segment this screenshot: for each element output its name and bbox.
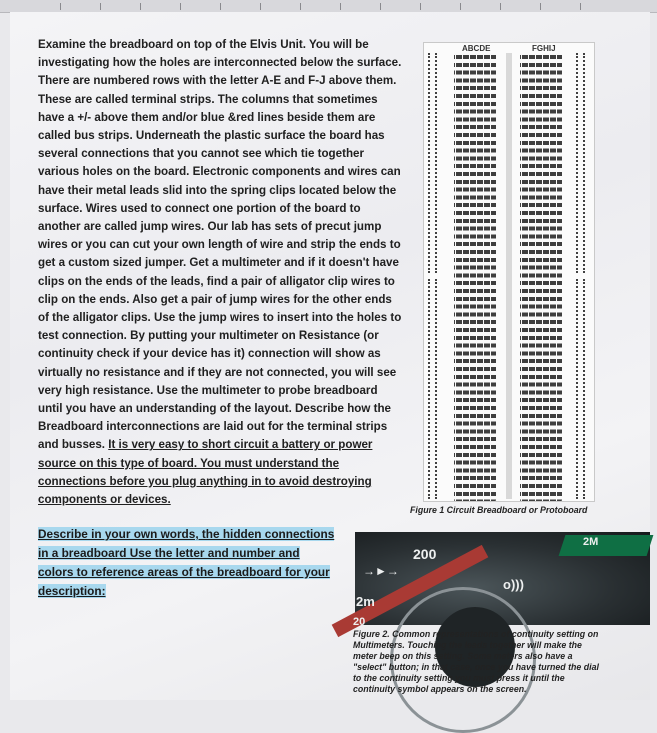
right-terminal-strip — [520, 53, 562, 501]
left-column-header: ABCDE — [462, 44, 491, 53]
breadboard-figure — [423, 42, 595, 502]
figure2-caption: Figure 2. Common representations of continuity setting on Multimeters. Touching the leads together will make the meter beep on this setting. Some meters also have a "select" button; in that case, once you have turned the dial to the continuity setting you must press it until the continuity symbol appears on the screen. — [353, 629, 599, 694]
right-bus-strip — [576, 53, 585, 273]
range-2m-label: 2m — [356, 594, 375, 609]
figure1-caption: Figure 1 Circuit Breadboard or Protoboard — [410, 505, 588, 515]
continuity-symbol-icon: o))) — [503, 577, 524, 592]
instructions-paragraph — [38, 36, 403, 509]
diode-symbol-icon: →►→ — [363, 564, 399, 578]
center-channel — [506, 53, 512, 499]
multimeter-photo — [353, 532, 650, 628]
range-2M-label: 2M — [583, 536, 599, 548]
right-bus-strip-lower — [576, 279, 585, 499]
right-column-header: FGHIJ — [532, 44, 556, 53]
left-terminal-strip — [454, 53, 496, 501]
document-page — [10, 12, 650, 700]
range-200-label: 200 — [413, 546, 437, 562]
description-prompt[interactable] — [38, 525, 338, 601]
warning-text: It is very easy to short circuit a battery or power source on this type of board. You must understand the connections before you plug anything in to avoid destroying components or devices. — [38, 438, 373, 507]
instructions-text: Examine the breadboard on top of the Elvis Unit. You will be investigating how the holes are interconnected below the surface. There are numbered rows with the letter A-E and F-J above them. These are called terminal strips. The columns that sometimes have a +/- above them and/or blue &red lines beside them are called bus strips. Underneath the plastic surface the board has several connections that you cannot see which tie together various holes on the board. Electronic components and wires can have their metal leads slid into the spring clips located below the surface. Wires used to connect one portion of the board to another are called jump wires. Our lab has sets of precut jump wires or you can cut your own length of wire and strip the ends to get a custom sized jumper. Get a multimeter and if it doesn't have clips on the ends of the leads, find a pair of alligator clip wires to clip on the ends. Also get a pair of jump wires for the other ends of the alligator clips. Use the jump wires to insert into the holes to test connection. By putting your multimeter on Resistance (or continuity check if your device has it) connection will show as virtually no resistance and if they are not connected, you will see very high resistance. Use the multimeter to probe breadboard until you have an understanding of the layout. Describe how the Breadboard interconnections are laid out for the terminal strips and busses. — [38, 38, 402, 452]
range-20-label: 20 — [353, 616, 366, 628]
left-bus-strip — [428, 53, 437, 273]
description-prompt-text: Describe in your own words, the hidden connections in a breadboard Use the letter and number and colors to reference areas of the breadboard for your description: — [38, 527, 335, 598]
left-bus-strip-lower — [428, 279, 437, 499]
meter-green-band — [559, 535, 654, 556]
